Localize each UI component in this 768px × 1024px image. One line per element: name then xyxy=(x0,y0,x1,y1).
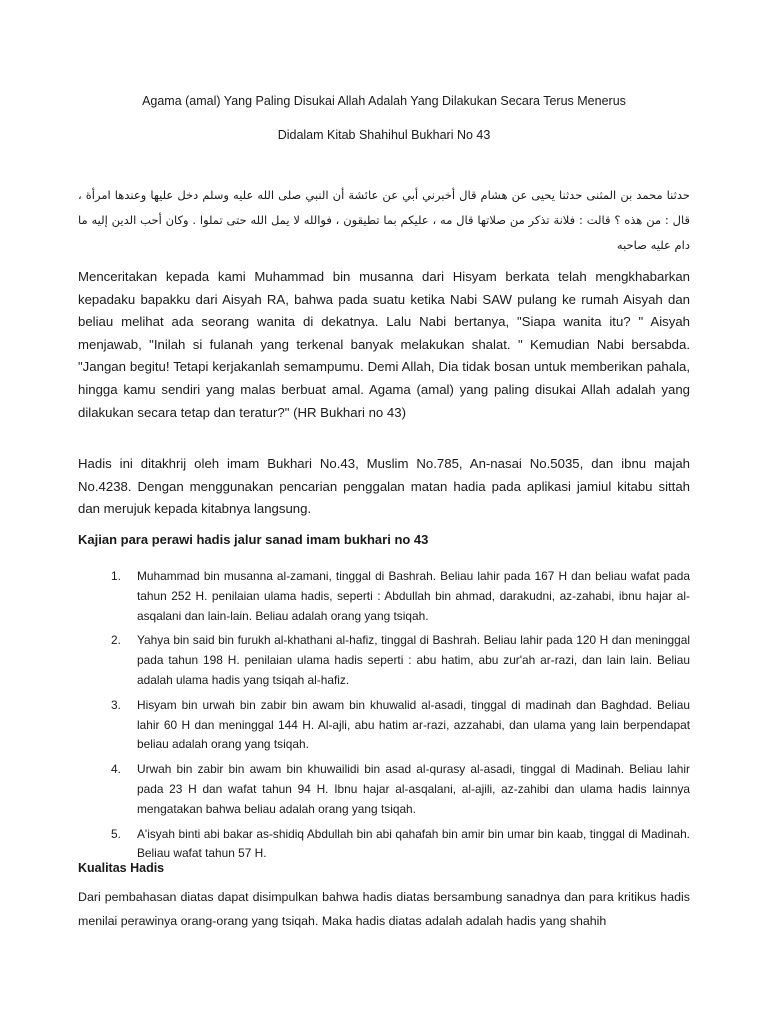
document-title: Agama (amal) Yang Paling Disukai Allah Adalah Yang Dilakukan Secara Terus Menerus xyxy=(142,94,626,108)
narrators-list xyxy=(78,567,690,869)
translation-paragraph: Menceritakan kepada kami Muhammad bin musanna dari Hisyam berkata telah mengkhabarkan kepadaku bapakku dari Aisyah RA, bahwa pada suatu ketika Nabi SAW pulang ke rumah Aisyah dan beliau melihat ada seorang wanita di dekatnya. Lalu Nabi bertanya, "Siapa wanita itu? " Aisyah menjawab, "Inilah si fulanah yang terkenal banyak melakukan shalat. " Kemudian Nabi bersabda. "Jangan begitu! Tetapi kerjakanlah semampumu. Demi Allah, Dia tidak bosan untuk memberikan pahala, hingga kamu sendiri yang malas berbuat amal. Agama (amal) yang paling disukai Allah adalah yang dilakukan secara tetap dan teratur?" (HR Bukhari no 43) xyxy=(78,269,690,420)
quality-heading: Kualitas Hadis xyxy=(78,861,165,875)
quality-paragraph: Dari pembahasan diatas dapat disimpulkan bahwa hadis diatas bersambung sanadnya dan para kritikus hadis menilai perawinya orang-orang yang tsiqah. Maka hadis diatas adalah adalah hadis yang shahih xyxy=(78,890,690,928)
list-item-text: A'isyah binti abi bakar as-shidiq Abdullah bin abi qahafah bin amir bin umar bin kaab, tinggal di Madinah. Beliau wafat tahun 57 H. xyxy=(137,826,690,861)
list-item xyxy=(78,567,690,626)
list-item-text: Yahya bin said bin furukh al-khathani al-hafiz, tinggal di Bashrah. Beliau lahir pada 120 H dan meninggal pada tahun 198 H. penilaian ulama hadis seperti : abu hatim, abu zur'ah ar-razi, dan lain lain. Beliau adalah ulama hadis yang tsiqah al-hafiz. xyxy=(137,633,690,687)
list-item-text: Muhammad bin musanna al-zamani, tinggal di Bashrah. Beliau lahir pada 167 H dan beliau wafat pada tahun 252 H. penilaian ulama hadis, seperti : Abdullah bin ahmad, darakudni, az-zahabi, ibnu hajar al-asqalani dan lain-lain. Beliau adalah orang yang tsiqah. xyxy=(137,569,690,623)
list-number: 1. xyxy=(111,569,121,583)
list-number: 5. xyxy=(111,826,121,841)
narrators-heading: Kajian para perawi hadis jalur sanad imam bukhari no 43 xyxy=(78,532,429,547)
list-number: 4. xyxy=(111,762,121,777)
takhrij-paragraph: Hadis ini ditakhrij oleh imam Bukhari No.43, Muslim No.785, An-nasai No.5035, dan ibnu majah No.4238. Dengan menggunakan pencarian penggalan matan hadia pada aplikasi jamiul kitabu sittah dan merujuk kepada kitabnya langsung. xyxy=(78,456,690,517)
document-subtitle: Didalam Kitab Shahihul Bukhari No 43 xyxy=(277,128,491,142)
arabic-hadith-text: حدثنا محمد بن المثنى حدثنا يحيى عن هشام قال أخبرني أبي عن عائشة أن النبي صلى الله عليه وسلم دخل عليها وعندها امرأة ، قال : من هذه ؟ قالت : فلانة تذكر من صلاتها قال مه ، عليكم بما تطيقون ، فوالله لا يمل الله حتى تملوا . وكان أحب الدين إليه ما دام عليه صاحبه xyxy=(78,188,690,252)
list-item-text: Urwah bin zabir bin awam bin khuwailidi bin asad al-qurasy al-asadi, tinggal di Madinah. Beliau lahir pada 23 H dan wafat tahun 94 H. Ibnu hajar al-asqalani, al-ajili, az-zahibi dan ulama hadis lainnya mengatakan bahwa beliau adalah orang yang tsiqah. xyxy=(137,762,690,816)
list-item-text: Hisyam bin urwah bin zabir bin awam bin khuwalid al-asadi, tinggal di madinah dan Baghdad. Beliau lahir 60 H dan meninggal 144 H. Al-ajli, abu hatim ar-razi, azzahabi, dan ulama yang lain berpendapat beliau adalah orang yang tsiqah. xyxy=(137,697,690,752)
list-number: 3. xyxy=(111,697,121,712)
list-item xyxy=(78,631,690,690)
list-item xyxy=(78,760,690,819)
list-item xyxy=(78,696,690,755)
list-item xyxy=(78,825,690,865)
list-number: 2. xyxy=(111,633,121,648)
